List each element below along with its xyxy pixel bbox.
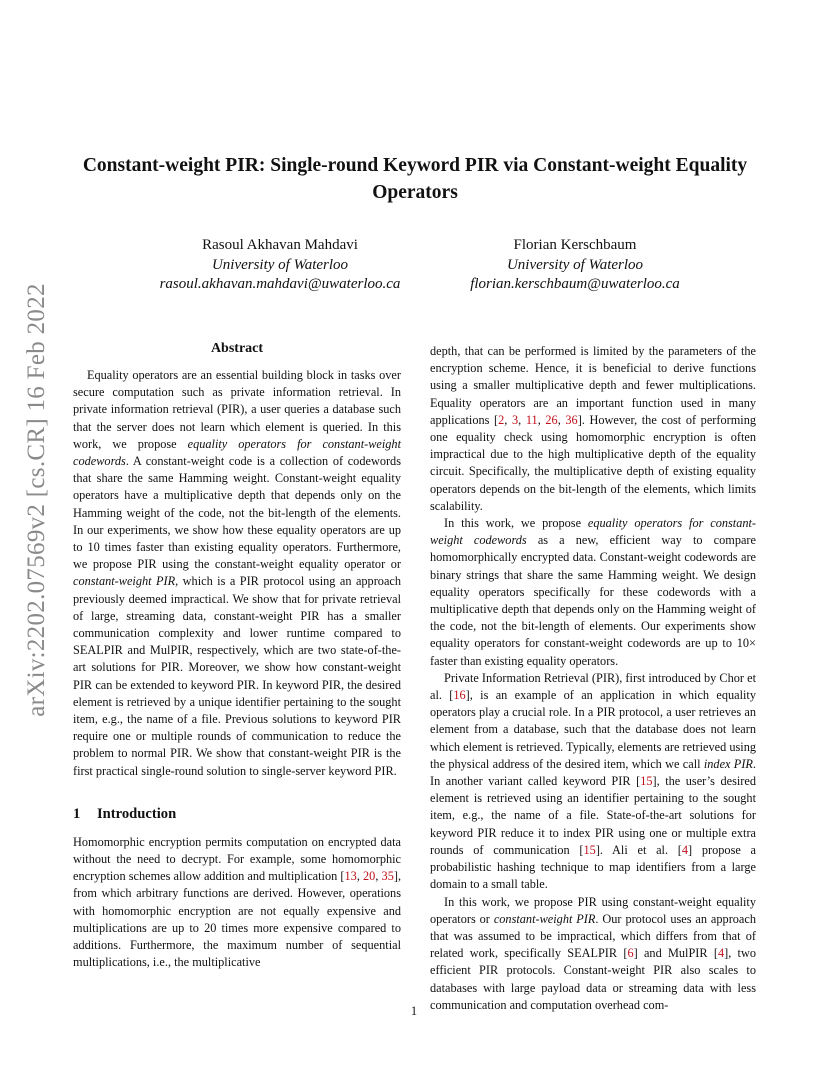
citation-link[interactable]: 2 xyxy=(498,412,505,427)
section-number: 1 xyxy=(73,805,81,822)
paper-title: Constant-weight PIR: Single-round Keyword PIR via Constant-weight Equality Operators xyxy=(82,155,748,203)
abstract-paragraph: Equality operators are an essential building block in tasks over secure computation such as private information retrieval. In private information retrieval (PIR), a user queries a database such that the server does not learn which element is queried. In this work, we propose equality operators for constant-weight codewords. A constant-weight code is a collection of codewords that share the same Hamming weight. Constant-weight equality operators have a multiplicative depth that depends only on the Hamming weight of the code, not the bit-length of the elements. In our experiments, we show how these equality operators are up to 10 times faster than existing equality operators. Furthermore, we propose PIR using the constant-weight equality operator or constant-weight PIR, which is a PIR protocol using an approach previously deemed impractical. We show that for private retrieval of large, streaming data, constant-weight PIR has a smaller communication complexity and lower runtime compared to SEALPIR and MulPIR, respectively, which are two state-of-the-art solutions for PIR. Moreover, we show how constant-weight PIR can be extended to keyword PIR. In keyword PIR, the desired element is retrieved by a unique identifier pertaining to the sought item, e.g., the name of a file. Previous solutions to keyword PIR require one or multiple rounds of communication to reduce the problem to normal PIR. We show that constant-weight PIR is the first practical single-round solution to single-server keyword PIR. xyxy=(73,368,402,778)
abstract-heading: Abstract xyxy=(210,341,264,356)
section-heading-introduction xyxy=(73,805,401,823)
intro-paragraph: Homomorphic encryption permits computation on encrypted data without the need to decrypt. For example, some homomorphic encryption schemes allow addition and multiplication [13, 20, 35], from which arbitrary functions are derived. However, operations with homomorphic encryption are not equally expensive and multiplications are up to 20 times more expensive compared to additions. Furthermore, the maximum number of sequential multiplications, i.e., the multiplicative xyxy=(73,834,402,970)
section-title: Introduction xyxy=(97,805,177,822)
citation-link[interactable]: 15 xyxy=(583,842,596,857)
intro-paragraph: In this work, we propose PIR using constant-weight equality operators or constant-weight PIR. Our protocol uses an approach that was assumed to be impractical, which differs from that of related work, specifically SEALPIR [6] and MulPIR [4], two efficient PIR protocols. Constant-weight PIR also scales to databases with large payload data or streaming data with less communication and computation overhead com- xyxy=(430,894,756,1012)
arxiv-identifier-stamp xyxy=(22,283,52,717)
citation-link[interactable]: 11 xyxy=(525,412,538,427)
citation-link[interactable]: 20 xyxy=(363,869,376,884)
author-email: rasoul.akhavan.mahdavi@uwaterloo.ca xyxy=(159,276,401,292)
citation-link[interactable]: 26 xyxy=(545,412,558,427)
citation-link[interactable]: 4 xyxy=(681,842,689,857)
page-number: 1 xyxy=(410,1004,418,1018)
intro-paragraph: In this work, we propose equality operators for constant-weight codewords as a new, efficient way to compare homomorphically encrypted data. Constant-weight codewords are binary strings that share the same Hamming weight. We design equality operators specifically for these codewords with a multiplicative depth that depends only on the Hamming weight of the code, not the bit-length of elements. Our experiments show equality operators for constant-weight codewords are up to 10× faster than existing equality operators. xyxy=(430,516,756,668)
citation-link[interactable]: 6 xyxy=(627,946,634,961)
author-name: Florian Kerschbaum xyxy=(513,237,637,253)
author-affiliation: University of Waterloo xyxy=(211,256,349,273)
citation-link[interactable]: 3 xyxy=(512,412,519,427)
intro-paragraph: Private Information Retrieval (PIR), first introduced by Chor et al. [16], is an example of an application in which equality operators play a crucial role. In a PIR protocol, a user retrieves an element from a database, such that the database does not learn which element is retrieved. Typically, elements are retrieved using the physical address of the desired item, which we call index PIR. In another variant called keyword PIR [15], the user’s desired element is retrieved using an identifier pertaining to the sought item, e.g., the name of a file. State-of-the-art solutions for keyword PIR reduce it to index PIR using one or multiple extra rounds of communication [15]. Ali et al. [4] propose a probabilistic hashing technique to map identifiers from a large domain to a small table. xyxy=(430,670,757,892)
author-email: florian.kerschbaum@uwaterloo.ca xyxy=(470,276,680,292)
citation-link[interactable]: 13 xyxy=(344,869,357,884)
author-block-1 xyxy=(130,236,430,295)
arxiv-identifier-text: arXiv:2202.07569v2 [cs.CR] 16 Feb 2022 xyxy=(23,283,50,717)
right-column xyxy=(430,343,756,1014)
author-block-2 xyxy=(420,236,730,295)
author-name: Rasoul Akhavan Mahdavi xyxy=(202,237,358,253)
left-column xyxy=(73,340,401,972)
citation-link[interactable]: 15 xyxy=(640,774,653,789)
citation-link[interactable]: 4 xyxy=(717,946,725,961)
citation-link[interactable]: 35 xyxy=(381,869,394,884)
author-affiliation: University of Waterloo xyxy=(506,256,644,273)
citation-link[interactable]: 36 xyxy=(565,412,578,427)
citation-link[interactable]: 16 xyxy=(453,688,466,703)
intro-paragraph-continued: depth, that can be performed is limited by the parameters of the encryption scheme. Hence, it is beneficial to derive functions using a smaller multiplicative depth and fewer multiplications. Equality operators are an important function used in many applications [2, 3, 11, 26, 36]. However, the cost of performing one equality check using homomorphic encryption is often impractical due to the high multiplicative depth of the equality circuit. Specifically, the multiplicative depth of existing equality operators depends on the bit-length of the elements, which limits scalability. xyxy=(430,344,757,513)
